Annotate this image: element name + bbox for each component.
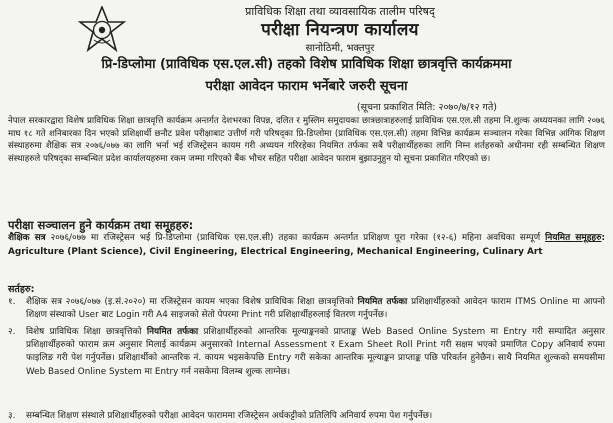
intro-paragraph: नेपाल सरकारद्वारा विशेष प्राविधिक शिक्षा छात्रवृत्ति कार्यक्रम अन्तर्गत देशभरका विपन्न, दलित र मुस्लिम समुदायका छात्रछात्राहरुलाई प्राविधिक एस.एल.सी तहमा नि.शुल्क अध्ययनका लागि २०७६ माघ १८ गते शनिबारका दिन भएको प्रशिक्षार्थी छनौट प्रवेश परीक्षाबाट उत्तीर्ण गरी परिषद्का प्रि-डिप्लोमा (प्राविधिक एस.एल.सी) तहमा विभिन्न कार्यक्रम सञ्चालन गरेका विभिन्न आंगिक शिक्षण संस्थाहरुमा शैक्षिक सत्र २०७६/०७७ का लागि भर्ना भई रजिस्ट्रेसन कायम गरी अध्ययन गरिरहेका नियमित तर्फका सबै परीक्षार्थीहरुका लागि निम्न शर्तहरुको अधीनमा रही सम्बन्धित शिक्षण संस्थाहरुले परिषद्का सम्बन्धित प्रदेश कार्यालयहरुमा रकम जम्मा गरिएको बैंक भौचर सहित परीक्षा आवेदन फाराम बुझाउनुहुन यो सूचना प्रकाशित गरिएको छ।	[8, 116, 605, 164]
condition-item	[8, 296, 605, 322]
condition-item	[8, 326, 605, 379]
regular-groups-label: नियमित समूहहरु	[545, 233, 602, 243]
condition-text: सम्बन्धित शिक्षण संस्थाले प्रशिक्षार्थीहरुको परीक्षा आवेदन फाराममा रजिस्ट्रेसन अर्धकट्टीको प्रतिलिपि अनिवार्य रुपमा पेश गर्नुपर्नेछ।	[26, 411, 433, 421]
academic-session-label: शैक्षिक सत्र	[8, 233, 46, 243]
notice-title-line1: प्रि-डिप्लोमा (प्राविधिक एस.एल.सी) तहको विशेष प्राविधिक शिक्षा छात्रवृत्ति कार्यक्रममा	[101, 57, 512, 72]
government-emblem-icon	[78, 6, 126, 52]
condition-text-rest: प्रशिक्षार्थीहरुको आन्तरिक मूल्याङ्कनको प्राप्ताङ्क Web Based Online System मा Entry गरी सम्पादित अनुसार प्रशिक्षार्थीहरुको फाराम क्रम अनुसार मिलाई कार्यक्रम अनुसारको Internal Assessment र Exam Sheet Roll Print गरी सक्षम भएको प्रमाणित Copy अनिवार्य रुपमा फाइलिङ गरी पेश गर्नुपर्नेछ। प्रशिक्षार्थीको आन्तरिक नं. कायम भइसकेपछि Entry गरी सकेका आन्तरिक मूल्याङ्कन प्राप्ताङ्क पछि परिवर्तन हुनेछैन। साथै नियमित शुल्कको समयसीमा Web Based Online System मा Entry गर्न नसकेमा विलम्ब शुल्क लाग्नेछ।	[26, 327, 605, 377]
office-address: सानोठिमी, भक्तपुर	[305, 43, 375, 54]
published-date: (सूचना प्रकाशित मिति: २०७०/७/१२ गते)	[356, 102, 497, 113]
condition-text: शैक्षिक सत्र २०७६/०७७ (इ.सं.२०२०) मा रजिस्ट्रेसन कायम भएका विशेष प्राविधिक शिक्षा छात्रवृत्तिको	[26, 297, 358, 307]
condition-number: १.	[8, 297, 16, 307]
condition-highlight: नियमित तर्फका	[146, 327, 199, 337]
program-paragraph	[8, 232, 605, 259]
notice-title-line2: परीक्षा आवेदन फाराम भर्नेबारे जरुरी सूचना	[205, 79, 408, 94]
condition-number: ३.	[8, 411, 16, 421]
program-body: २०७६/०७७ मा रजिस्ट्रेसन भई प्रि-डिप्लोमा (प्राविधिक एस.एल.सी) तहका कार्यक्रम अन्तर्गत प्रशिक्षण पूरा गरेका (१२-६) महिना अवधिका सम्पूर्ण	[45, 233, 546, 243]
program-section-heading: परीक्षा सञ्चालन हुने कार्यक्रम तथा समूहहरु:	[8, 218, 194, 232]
condition-item	[8, 410, 605, 423]
condition-text-rest: प्रशिक्षार्थीहरुको आवेदन फाराम ITMS Online मा आफ्नो शिक्षण संस्थाको User बाट Login गरी A4 साइजको सेतो पेपरमा Print गरी प्रशिक्षार्थीहरुलाई वितरण गर्नुपर्नेछ।	[26, 297, 606, 321]
condition-text: विशेष प्राविधिक शिक्षा छात्रवृत्तिको	[26, 327, 147, 337]
council-name: प्राविधिक शिक्षा तथा व्यावसायिक तालीम परिषद्	[245, 5, 435, 18]
condition-number: २.	[8, 327, 16, 337]
program-list: : Agriculture (Plant Science), Civil Engineering, Electrical Engineering, Mechanical Engineering, Culinary Art	[8, 233, 605, 257]
condition-highlight: नियमित तर्फका	[357, 297, 408, 307]
office-name: परीक्षा नियन्त्रण कार्यालय	[261, 20, 419, 40]
conditions-heading: सर्तहरु:	[8, 284, 35, 295]
